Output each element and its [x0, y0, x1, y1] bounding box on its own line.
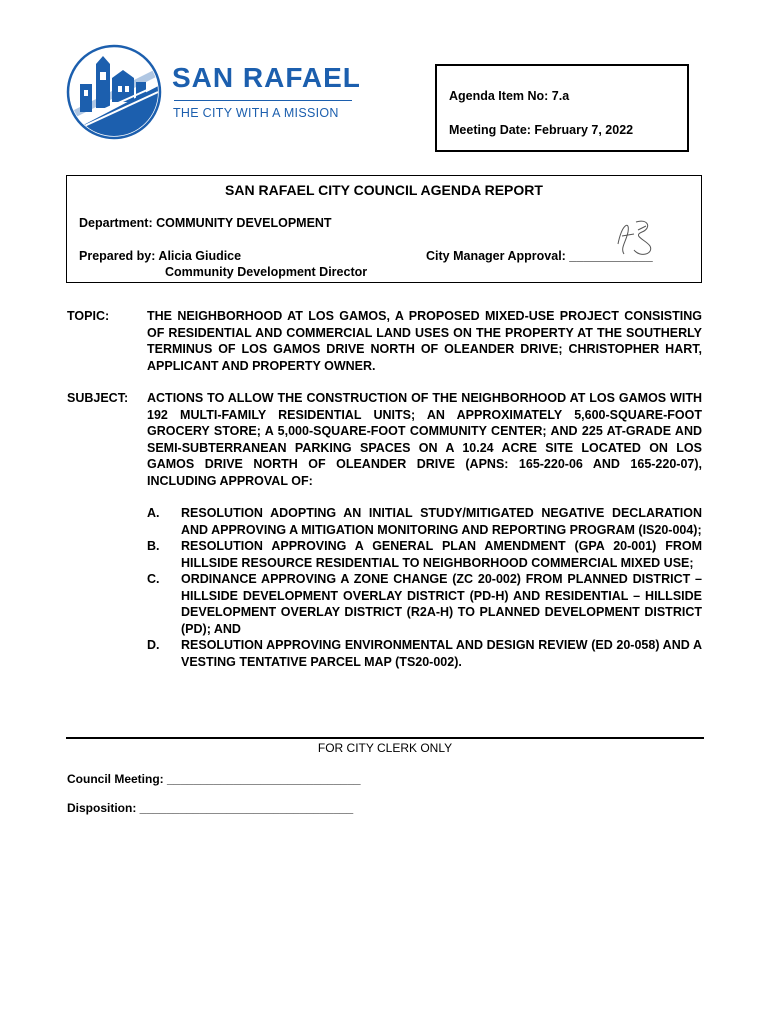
city-seal-icon	[66, 44, 162, 140]
item-text: RESOLUTION ADOPTING AN INITIAL STUDY/MITIGATED NEGATIVE DECLARATION AND APPROVING A MITIGATION MONITORING AND REPORTING PROGRAM (IS20-004);	[181, 506, 702, 537]
item-letter: B.	[147, 539, 160, 553]
item-letter: D.	[147, 638, 160, 652]
disposition-field: Disposition: ________________________________	[67, 801, 354, 815]
city-manager-approval: City Manager Approval: ____________	[426, 249, 653, 263]
report-title: SAN RAFAEL CITY COUNCIL AGENDA REPORT	[225, 182, 543, 198]
prepared-by: Prepared by: Alicia Giudice	[79, 249, 242, 263]
department: Department: COMMUNITY DEVELOPMENT	[79, 216, 332, 230]
item-letter: C.	[147, 572, 160, 586]
list-item	[147, 538, 702, 571]
logo-divider	[174, 100, 352, 101]
city-name: SAN RAFAEL	[172, 62, 361, 93]
item-text: RESOLUTION APPROVING ENVIRONMENTAL AND DESIGN REVIEW (ED 20-058) AND A VESTING TENTATIVE PARCEL MAP (TS20-002).	[181, 638, 702, 669]
subject-label: SUBJECT:	[67, 391, 129, 405]
meeting-date: Meeting Date: February 7, 2022	[449, 123, 634, 137]
list-item	[147, 505, 702, 538]
agenda-info-box	[435, 64, 689, 152]
item-letter: A.	[147, 506, 160, 520]
topic-label: TOPIC:	[67, 309, 110, 323]
clerk-divider	[66, 737, 704, 739]
preparer-title: Community Development Director	[165, 265, 368, 279]
item-text: RESOLUTION APPROVING A GENERAL PLAN AMENDMENT (GPA 20-001) FROM HILLSIDE RESOURCE RESIDENTIAL TO NEIGHBORHOOD COMMERCIAL MIXED USE;	[181, 539, 702, 570]
subject-text: ACTIONS TO ALLOW THE CONSTRUCTION OF THE NEIGHBORHOOD AT LOS GAMOS WITH 192 MULTI-FAMILY RESIDENTIAL UNITS; AN APPROXIMATELY 5,600-SQUARE-FOOT GROCERY STORE; A 5,000-SQUARE-FOOT COMMUNITY CENTER; AND 225 AT-GRADE AND SEMI-SUBTERRANEAN PARKING SPACES ON A 10.24 ACRE SITE LOCATED ON LOS GAMOS DRIVE NORTH OF OLEANDER DRIVE (APNS: 165-220-06 AND 165-220-07), INCLUDING APPROVAL OF:	[147, 391, 702, 488]
list-item	[147, 571, 702, 637]
agenda-item-number: Agenda Item No: 7.a	[449, 89, 570, 103]
council-meeting-field: Council Meeting: _____________________________	[67, 772, 361, 786]
city-logo	[66, 44, 366, 144]
topic-text: THE NEIGHBORHOOD AT LOS GAMOS, A PROPOSED MIXED-USE PROJECT CONSISTING OF RESIDENTIAL AND COMMERCIAL LAND USES ON THE PROPERTY AT THE SOUTHERLY TERMINUS OF LOS GAMOS DRIVE NORTH OF OLEANDER DRIVE; CHRISTOPHER HART, APPLICANT AND PROPERTY OWNER.	[147, 309, 702, 373]
approval-signature	[612, 214, 658, 260]
clerk-section-label: FOR CITY CLERK ONLY	[317, 741, 453, 755]
city-tagline: THE CITY WITH A MISSION	[173, 106, 339, 120]
report-header-box	[66, 175, 702, 283]
item-text: ORDINANCE APPROVING A ZONE CHANGE (ZC 20-002) FROM PLANNED DISTRICT – HILLSIDE DEVELOPMENT OVERLAY DISTRICT (PD-H) AND RESIDENTIAL – HILLSIDE DEVELOPMENT OVERLAY DISTRICT (R2A-H) TO PLANNED DEVELOPMENT DISTRICT (PD); AND	[181, 572, 702, 636]
list-item	[147, 637, 702, 670]
approval-items-list	[147, 505, 702, 670]
